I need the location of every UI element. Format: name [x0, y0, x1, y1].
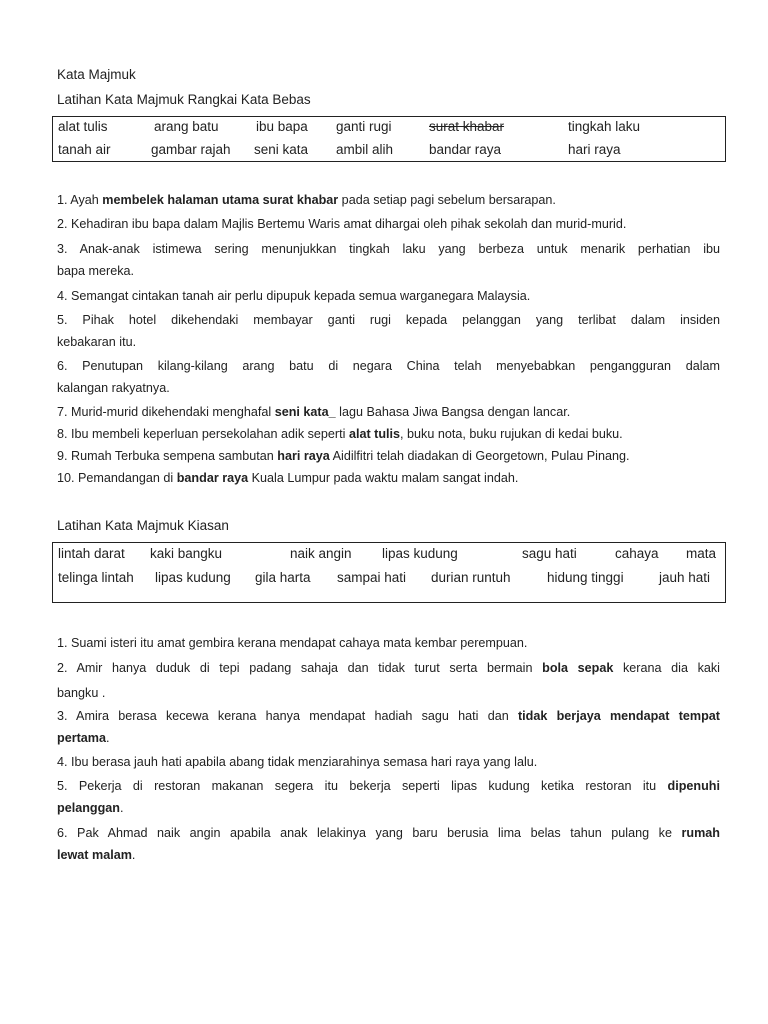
word-cell: kaki bangku [150, 546, 223, 561]
word-cell: gila harta [255, 570, 311, 585]
word-cell: arang batu [154, 119, 219, 134]
word-cell: lipas kudung [382, 546, 458, 561]
sentence-3: 3. Anak-anak istimewa sering menunjukkan tingkah laku yang berbeza untuk menarik perhatian ibu bapa mereka. [57, 242, 720, 278]
word-cell-struck: surat khabar [429, 119, 505, 134]
kiasan-sentence-2: 2. Amir hanya duduk di tepi padang sahaja dan tidak turut serta bermain bola sepak kerana dia kaki bangku . [57, 661, 720, 700]
word-cell: ambil alih [336, 142, 394, 157]
word-cell: ganti rugi [336, 119, 392, 134]
word-cell: sampai hati [337, 570, 407, 585]
sentence-9: 9. Rumah Terbuka sempena sambutan hari raya Aidilfitri telah diadakan di Georgetown, Pulau Pinang. [57, 449, 630, 463]
sentence-7: 7. Murid-murid dikehendaki menghafal seni kata_ lagu Bahasa Jiwa Bangsa dengan lancar. [57, 405, 571, 419]
word-cell: seni kata [254, 142, 309, 157]
word-cell: gambar rajah [151, 142, 231, 157]
sentence-1: 1. Ayah membelek halaman utama surat khabar pada setiap pagi sebelum bersarapan. [57, 193, 556, 207]
word-cell: alat tulis [58, 119, 108, 134]
word-cell: bandar raya [429, 142, 502, 157]
word-cell: tingkah laku [568, 119, 641, 134]
kiasan-sentence-6: 6. Pak Ahmad naik angin apabila anak lelakinya yang baru berusia lima belas tahun pulang ke rumah lewat malam. [57, 826, 720, 862]
word-box-rangkai-kata-bebas [52, 116, 726, 162]
word-box-kiasan [52, 542, 726, 603]
section1-heading: Latihan Kata Majmuk Rangkai Kata Bebas [57, 92, 311, 107]
word-cell: ibu bapa [256, 119, 308, 134]
sentence-2: 2. Kehadiran ibu bapa dalam Majlis Bertemu Waris amat dihargai oleh pihak sekolah dan murid-murid. [57, 217, 627, 231]
word-cell: lintah darat [58, 546, 125, 561]
sentence-5: 5. Pihak hotel dikehendaki membayar ganti rugi kepada pelanggan yang terlibat dalam insiden kebakaran itu. [57, 313, 720, 349]
kiasan-sentence-3: 3. Amira berasa kecewa kerana hanya mendapat hadiah sagu hati dan tidak berjaya mendapat tempat pertama. [57, 709, 720, 745]
sentence-4: 4. Semangat cintakan tanah air perlu dipupuk kepada semua warganegara Malaysia. [57, 289, 531, 303]
word-cell: hari raya [568, 142, 621, 157]
kiasan-sentence-4: 4. Ibu berasa jauh hati apabila abang tidak menziarahinya semasa hari raya yang lalu. [57, 755, 538, 769]
kiasan-sentence-1: 1. Suami isteri itu amat gembira kerana mendapat cahaya mata kembar perempuan. [57, 636, 528, 650]
sentence-10: 10. Pemandangan di bandar raya Kuala Lumpur pada waktu malam sangat indah. [57, 471, 519, 485]
word-cell: jauh hati [659, 570, 711, 585]
word-cell: mata [686, 546, 717, 561]
sentence-6: 6. Penutupan kilang-kilang arang batu di negara China telah menyebabkan pengangguran dalam kalangan rakyatnya. [57, 359, 720, 395]
word-cell: tanah air [58, 142, 111, 157]
word-cell: sagu hati [522, 546, 577, 561]
section2-heading: Latihan Kata Majmuk Kiasan [57, 518, 229, 533]
word-cell: hidung tinggi [547, 570, 624, 585]
word-cell: durian runtuh [431, 570, 511, 585]
sentence-8: 8. Ibu membeli keperluan persekolahan adik seperti alat tulis, buku nota, buku rujukan di kedai buku. [57, 427, 623, 441]
word-cell: telinga lintah [58, 570, 134, 585]
word-cell: cahaya [615, 546, 659, 561]
word-cell: naik angin [290, 546, 352, 561]
kiasan-sentence-5: 5. Pekerja di restoran makanan segera itu bekerja seperti lipas kudung ketika restoran itu dipenuhi pelanggan. [57, 779, 720, 815]
document-title: Kata Majmuk [57, 67, 136, 82]
word-cell: lipas kudung [155, 570, 231, 585]
